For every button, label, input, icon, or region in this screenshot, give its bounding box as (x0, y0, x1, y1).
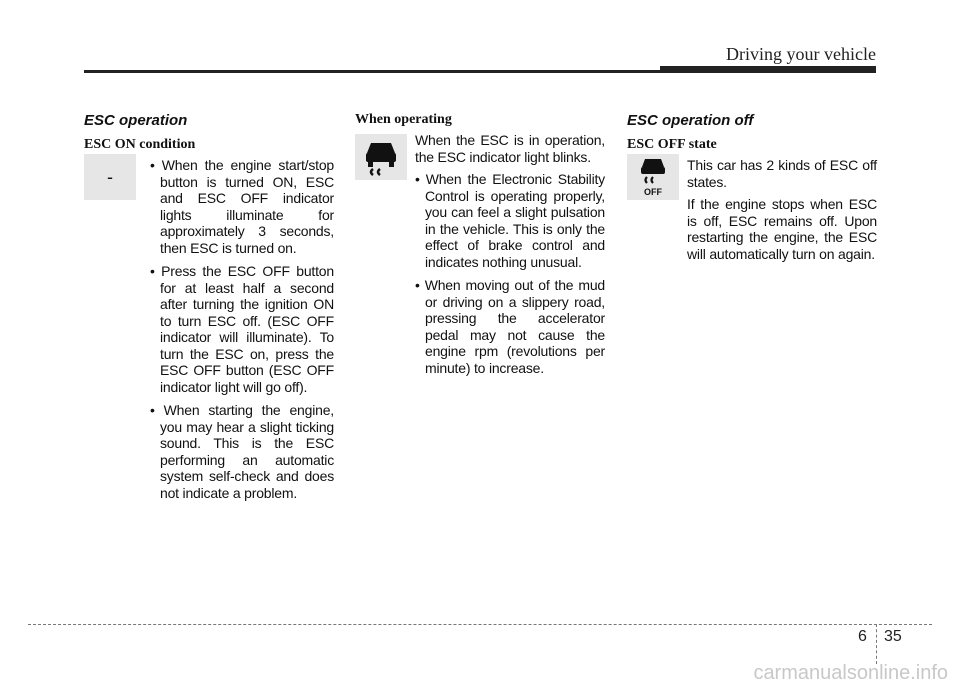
column-when-operating (355, 108, 605, 383)
watermark: carmanualsonline.info (753, 662, 948, 684)
dash-icon: - (107, 166, 113, 187)
operating-bullet-list (415, 171, 605, 376)
esc-off-paragraph: If the engine stops when ESC is off, ESC remains off. Upon restarting the engine, the ESC will automatically turn on again. (687, 196, 877, 262)
esc-off-icon (633, 156, 673, 198)
page-number-separator (876, 624, 877, 664)
list-item: • When the Electronic Stability Control is operating properly, you can feel a slight pulsation in the vehicle. This is only the effect of brake control and indicates nothing unusual. (415, 171, 605, 270)
section-heading-esc-operation: ESC operation (84, 112, 188, 129)
footer-rule (28, 624, 932, 625)
column-esc-operation-off (627, 108, 877, 268)
esc-off-icon-label: OFF (644, 187, 662, 197)
header-rule-accent (660, 66, 876, 73)
section-heading-esc-off: ESC operation off (627, 112, 754, 129)
operating-intro (415, 132, 605, 165)
esc-off-paragraph: This car has 2 kinds of ESC off states. (687, 157, 877, 190)
operating-intro-text: When the ESC is in operation, the ESC indicator light blinks. (415, 132, 605, 165)
esc-on-icon-box (84, 154, 136, 200)
list-item: • When starting the engine, you may hear a slight ticking sound. This is the ESC performing an automatic system self-check and does not indicate a problem. (150, 402, 334, 501)
esc-skid-icon (361, 137, 401, 177)
column-esc-operation (84, 108, 334, 508)
subheading-esc-off-state: ESC OFF state (627, 137, 717, 152)
page-number: 35 (884, 628, 902, 645)
list-item: • When the engine start/stop button is turned ON, ESC and ESC OFF indicator lights illuminate for approximately 3 seconds, then ESC is turned on. (150, 157, 334, 256)
header-title: Driving your vehicle (726, 44, 876, 64)
chapter-number: 6 (858, 628, 867, 645)
esc-on-bullet-list (150, 157, 334, 501)
esc-off-icon-box (627, 154, 679, 200)
esc-off-text (687, 157, 877, 262)
subheading-when-operating: When operating (355, 112, 452, 127)
subheading-esc-on: ESC ON condition (84, 137, 196, 152)
list-item: • Press the ESC OFF button for at least half a second after turning the ignition ON to turn ESC off. (ESC OFF indicator will illuminate). To turn the ESC on, press the ESC OFF button (ESC OFF indicator light will go off). (150, 263, 334, 395)
esc-icon-box (355, 134, 407, 180)
list-item: • When moving out of the mud or driving on a slippery road, pressing the accelerator pedal may not cause the engine rpm (revolutions per minute) to increase. (415, 277, 605, 376)
